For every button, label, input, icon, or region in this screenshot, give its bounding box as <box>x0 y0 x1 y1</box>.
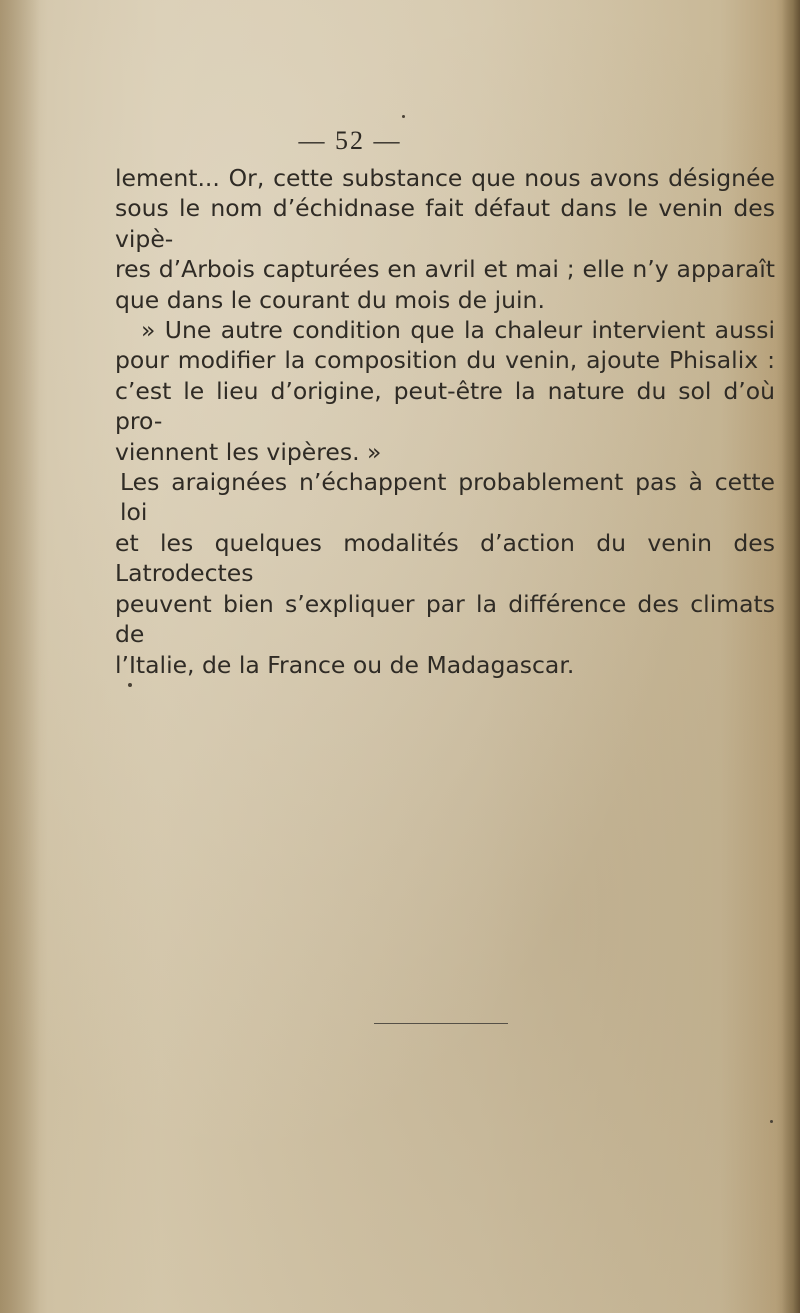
text-line: res d’Arbois capturées en avril et mai ; elle n’y apparaît <box>115 255 775 284</box>
text-line: pour modifier la composition du venin, ajoute Phisalix : <box>115 346 775 375</box>
separator-rule <box>374 1023 508 1024</box>
page-left-shadow <box>0 0 40 1313</box>
page-right-edge <box>782 0 800 1313</box>
page-number: — 52 — <box>298 126 402 155</box>
text-line: c’est le lieu d’origine, peut-être la nature du sol d’où pro- <box>115 376 775 436</box>
text-line: l’Italie, de la France ou de Madagascar. <box>115 650 575 679</box>
text-line: » Une autre condition que la chaleur intervient aussi <box>141 316 775 345</box>
text-line: et les quelques modalités d’action du venin des Latrodectes <box>115 528 775 588</box>
paper-speck <box>402 115 405 118</box>
text-line: lement... Or, cette substance que nous avons désignée <box>115 164 775 192</box>
text-line: que dans le courant du mois de juin. <box>115 285 545 314</box>
text-line: peuvent bien s’expliquer par la différence des climats de <box>115 589 775 649</box>
text-line: sous le nom d’échidnase fait défaut dans le venin des vipè- <box>115 194 775 253</box>
paper-speck <box>770 1120 773 1123</box>
text-line: Les araignées n’échappent probablement pas à cette loi <box>120 468 775 527</box>
paper-speck <box>128 683 132 687</box>
text-line: viennent les vipères. » <box>115 437 382 466</box>
body-text <box>115 163 775 680</box>
